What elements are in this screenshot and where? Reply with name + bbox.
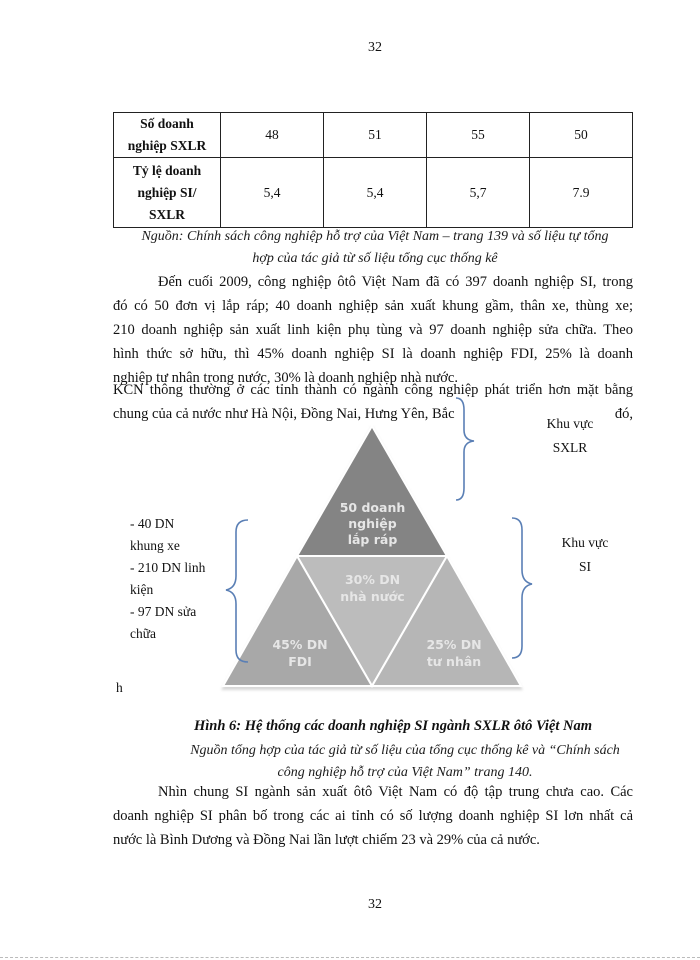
label-line: nghiệp SI/ [137, 184, 197, 200]
label-line: Khu vực [561, 535, 609, 550]
label-line: SXLR [148, 206, 185, 222]
paragraph-line: hình thức sở hữu, thì 45% doanh nghiệp SI là doanh nghiệp FDI, 25% là doanh [113, 346, 633, 362]
label-line: tư nhân [426, 654, 482, 669]
label-line: Tỷ lệ doanh [132, 162, 202, 178]
table-cell: 5,4 [221, 158, 324, 228]
table-cell: 5,4 [324, 158, 427, 228]
label-line: Khu vực [546, 416, 594, 431]
figure-title: Hình 6: Hệ thống các doanh nghiệp SI ngành SXLR ôtô Việt Nam [193, 718, 593, 734]
paragraph-line: Đến cuối 2009, công nghiệp ôtô Việt Nam đã có 397 doanh nghiệp SI, trong [158, 274, 633, 290]
list-item: - 210 DN linh [130, 560, 206, 575]
table-cell: 50 [530, 113, 633, 158]
label-line: SI [578, 559, 591, 574]
page-number-top: 32 [368, 40, 382, 55]
pyramid-top-label [310, 500, 435, 548]
page-number-bottom: 32 [368, 897, 382, 912]
paragraph-line: nước là Bình Dương và Đồng Nai lần lượt chiếm 23 và 29% của cả nước. [113, 832, 540, 848]
list-item: chữa [130, 626, 157, 641]
label-line: 30% DN [344, 572, 401, 587]
label-line: 50 doanh [339, 500, 406, 515]
stray-letter: h [116, 680, 123, 695]
paragraph-fragment: chung của cả nước như Hà Nội, Đồng Nai, Hưng Yên, Bắc [113, 406, 455, 422]
figure-source [140, 740, 670, 784]
paragraph-line: KCN thông thường ở các tỉnh thành có ngành công nghiệp phát triển hơn mặt bằng [113, 382, 633, 398]
left-list [130, 513, 230, 645]
pyramid-right-label [408, 636, 500, 670]
table-cell: 51 [324, 113, 427, 158]
pyramid-middle-label [310, 571, 435, 605]
table-cell: 48 [221, 113, 324, 158]
paragraph-line: Nhìn chung SI ngành sản xuất ôtô Việt Nam có độ tập trung chưa cao. Các [158, 784, 633, 800]
label-line: 25% DN [426, 637, 482, 652]
table-cell: 55 [427, 113, 530, 158]
caption-line: công nghiệp hỗ trợ của Việt Nam” trang 140. [277, 765, 533, 780]
caption-line: hợp của tác giả từ số liệu tổng cục thống kê [252, 251, 498, 266]
page-bottom-rule [0, 957, 700, 958]
bracket-si [512, 518, 532, 658]
table-cell: 7.9 [530, 158, 633, 228]
label-line: nghiệp SXLR [127, 138, 207, 153]
label-line: nghiệp [348, 516, 397, 531]
list-item: - 97 DN sửa [130, 604, 197, 619]
caption-line: Nguồn tổng hợp của tác giả từ số liệu của tổng cục thống kê và “Chính sách [190, 743, 620, 758]
table-cell: 5,7 [427, 158, 530, 228]
list-item: khung xe [130, 538, 180, 553]
paragraph-line: 210 doanh nghiệp sản xuất linh kiện phụ tùng và 97 doanh nghiệp sửa chữa. Theo [113, 322, 633, 338]
caption-line: Nguồn: Chính sách công nghiệp hỗ trợ của Việt Nam – trang 139 và số liệu tự tổng [141, 229, 609, 244]
label-line: 45% DN [272, 637, 328, 652]
label-line: SXLR [552, 440, 588, 455]
label-line: nhà nước [340, 589, 405, 604]
paragraph-line: doanh nghiệp SI phân bố trong các ai tỉnh có số lượng doanh nghiệp SI lơn nhất cả [113, 808, 633, 824]
label-line: lắp ráp [347, 532, 398, 547]
label-line: Số doanh [140, 116, 194, 131]
khu-vuc-si-label [545, 531, 625, 579]
paragraph-fragment: đó, [614, 406, 633, 422]
bracket-sxlr [456, 398, 474, 500]
list-item: kiện [130, 582, 154, 597]
label-line: FDI [288, 654, 312, 669]
khu-vuc-sxlr-label [530, 412, 610, 460]
list-item: - 40 DN [130, 516, 175, 531]
paragraph-line: đó có 50 đơn vị lắp ráp; 40 doanh nghiệp sản xuất khung gầm, thân xe, thùng xe; [113, 298, 633, 314]
paragraph-line: nghiệp tư nhân trong nước, 30% là doanh nghiệp nhà nước. [113, 370, 458, 386]
pyramid-left-label [255, 636, 345, 670]
paragraph-3 [113, 780, 633, 852]
